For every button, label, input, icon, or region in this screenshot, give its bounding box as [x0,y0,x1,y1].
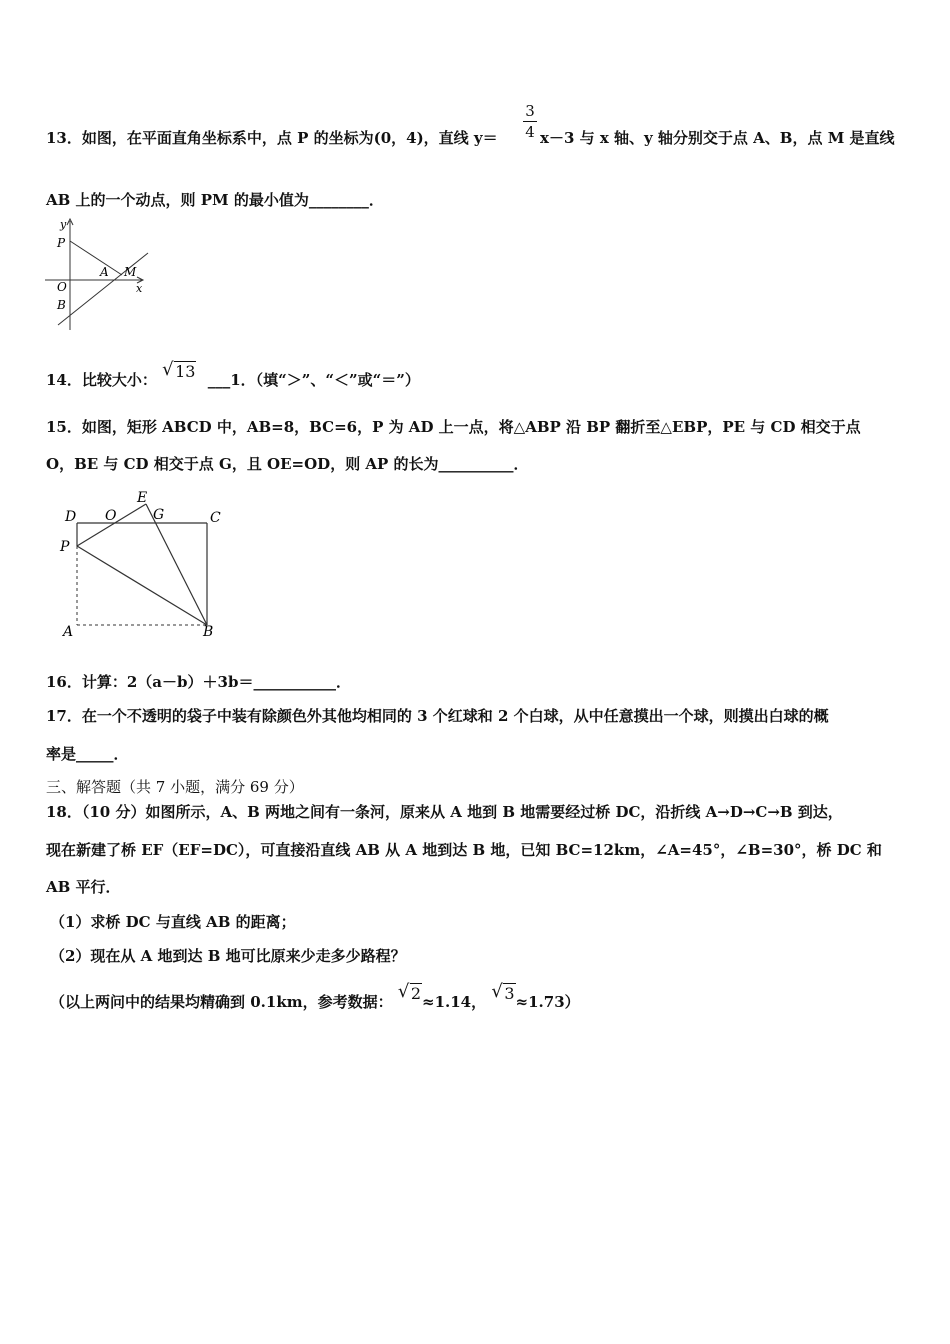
label-b: B [203,624,214,640]
q14-prefix: 14．比较大小： [46,371,157,389]
radicand-2: 2 [410,984,422,1003]
segment-pm [70,241,122,275]
q13-coordinate-figure [40,215,155,335]
label-o: O [57,280,67,294]
label-e: E [137,490,148,506]
q18-line3: AB 平行． [46,878,121,896]
radical-sign-icon: √ [162,359,174,380]
label-y: y [60,218,67,231]
label-g: G [153,507,165,523]
sqrt-13 [162,359,196,382]
label-c: C [210,510,221,526]
radical-sign-icon: √ [397,981,410,1002]
label-d: D [65,509,77,525]
label-p: P [57,236,66,250]
sqrt-3 [491,981,515,1004]
label-x: x [136,282,143,295]
q13-line2: AB 上的一个动点，则 PM 的最小值为________． [46,191,384,209]
sqrt-2 [397,981,422,1004]
q18-note [50,981,580,1012]
label-o: O [105,508,117,524]
q18-note-a: （以上两问中的结果均精确到 0.1km，参考数据： [50,993,393,1011]
fraction-numerator: 3 [523,101,537,122]
q18-line1: 18．（10 分）如图所示，A、B 两地之间有一条河，原来从 A 地到 B 地需要经过桥 DC，沿折线 A→D→C→B 到达， [46,803,843,821]
q18-note-b: ≈1.14， [422,993,487,1011]
label-m: M [124,265,137,279]
radical-sign-icon: √ [491,981,503,1002]
q18-line2: 现在新建了桥 EF（EF=DC），可直接沿直线 AB 从 A 地到达 B 地，已知 BC=12km，∠A=45°，∠B=30°，桥 DC 和 [46,841,882,859]
q17-line1: 17．在一个不透明的袋子中装有除颜色外其他均相同的 3 个红球和 2 个白球，从中任意摸出一个球，则摸出白球的概 [46,707,829,725]
section-3-title: 三、解答题（共 7 小题，满分 69 分） [46,778,304,796]
label-b: B [57,298,66,312]
label-a: A [63,624,74,640]
fraction-denominator: 4 [525,123,535,141]
q18-part1: （1）求桥 DC 与直线 AB 的距离； [50,913,296,931]
q18-part2: （2）现在从 A 地到达 B 地可比原来少走多少路程？ [50,947,406,965]
line-ab [58,253,148,325]
q14-line [46,359,420,390]
q15-line1: 15．如图，矩形 ABCD 中，AB=8，BC=6，P 为 AD 上一点，将△ABP 沿 BP 翻折至△EBP，PE 与 CD 相交于点 [46,418,861,436]
q13-line1-right: x－3 与 x 轴、y 轴分别交于点 A、B，点 M 是直线 [540,129,895,147]
q16-line: 16．计算：2（a－b）＋3b＝___________． [46,673,351,691]
q13-line1-left: 13．如图，在平面直角坐标系中，点 P 的坐标为(0，4)，直线 y＝ [46,129,498,147]
q14-suffix: ___1．（填“＞”、“＜”或“＝”） [207,371,420,389]
radicand-3: 3 [504,984,515,1003]
label-p: P [60,539,70,555]
fraction-three-quarters [523,101,537,142]
q18-note-c: ≈1.73） [515,993,580,1011]
radicand-13: 13 [175,362,196,381]
q17-line2: 率是_____． [46,745,129,763]
q15-line2: O，BE 与 CD 相交于点 G，且 OE=OD，则 AP 的长为__________． [46,455,529,473]
q15-rectangle-figure [55,485,235,645]
label-a: A [100,265,109,279]
